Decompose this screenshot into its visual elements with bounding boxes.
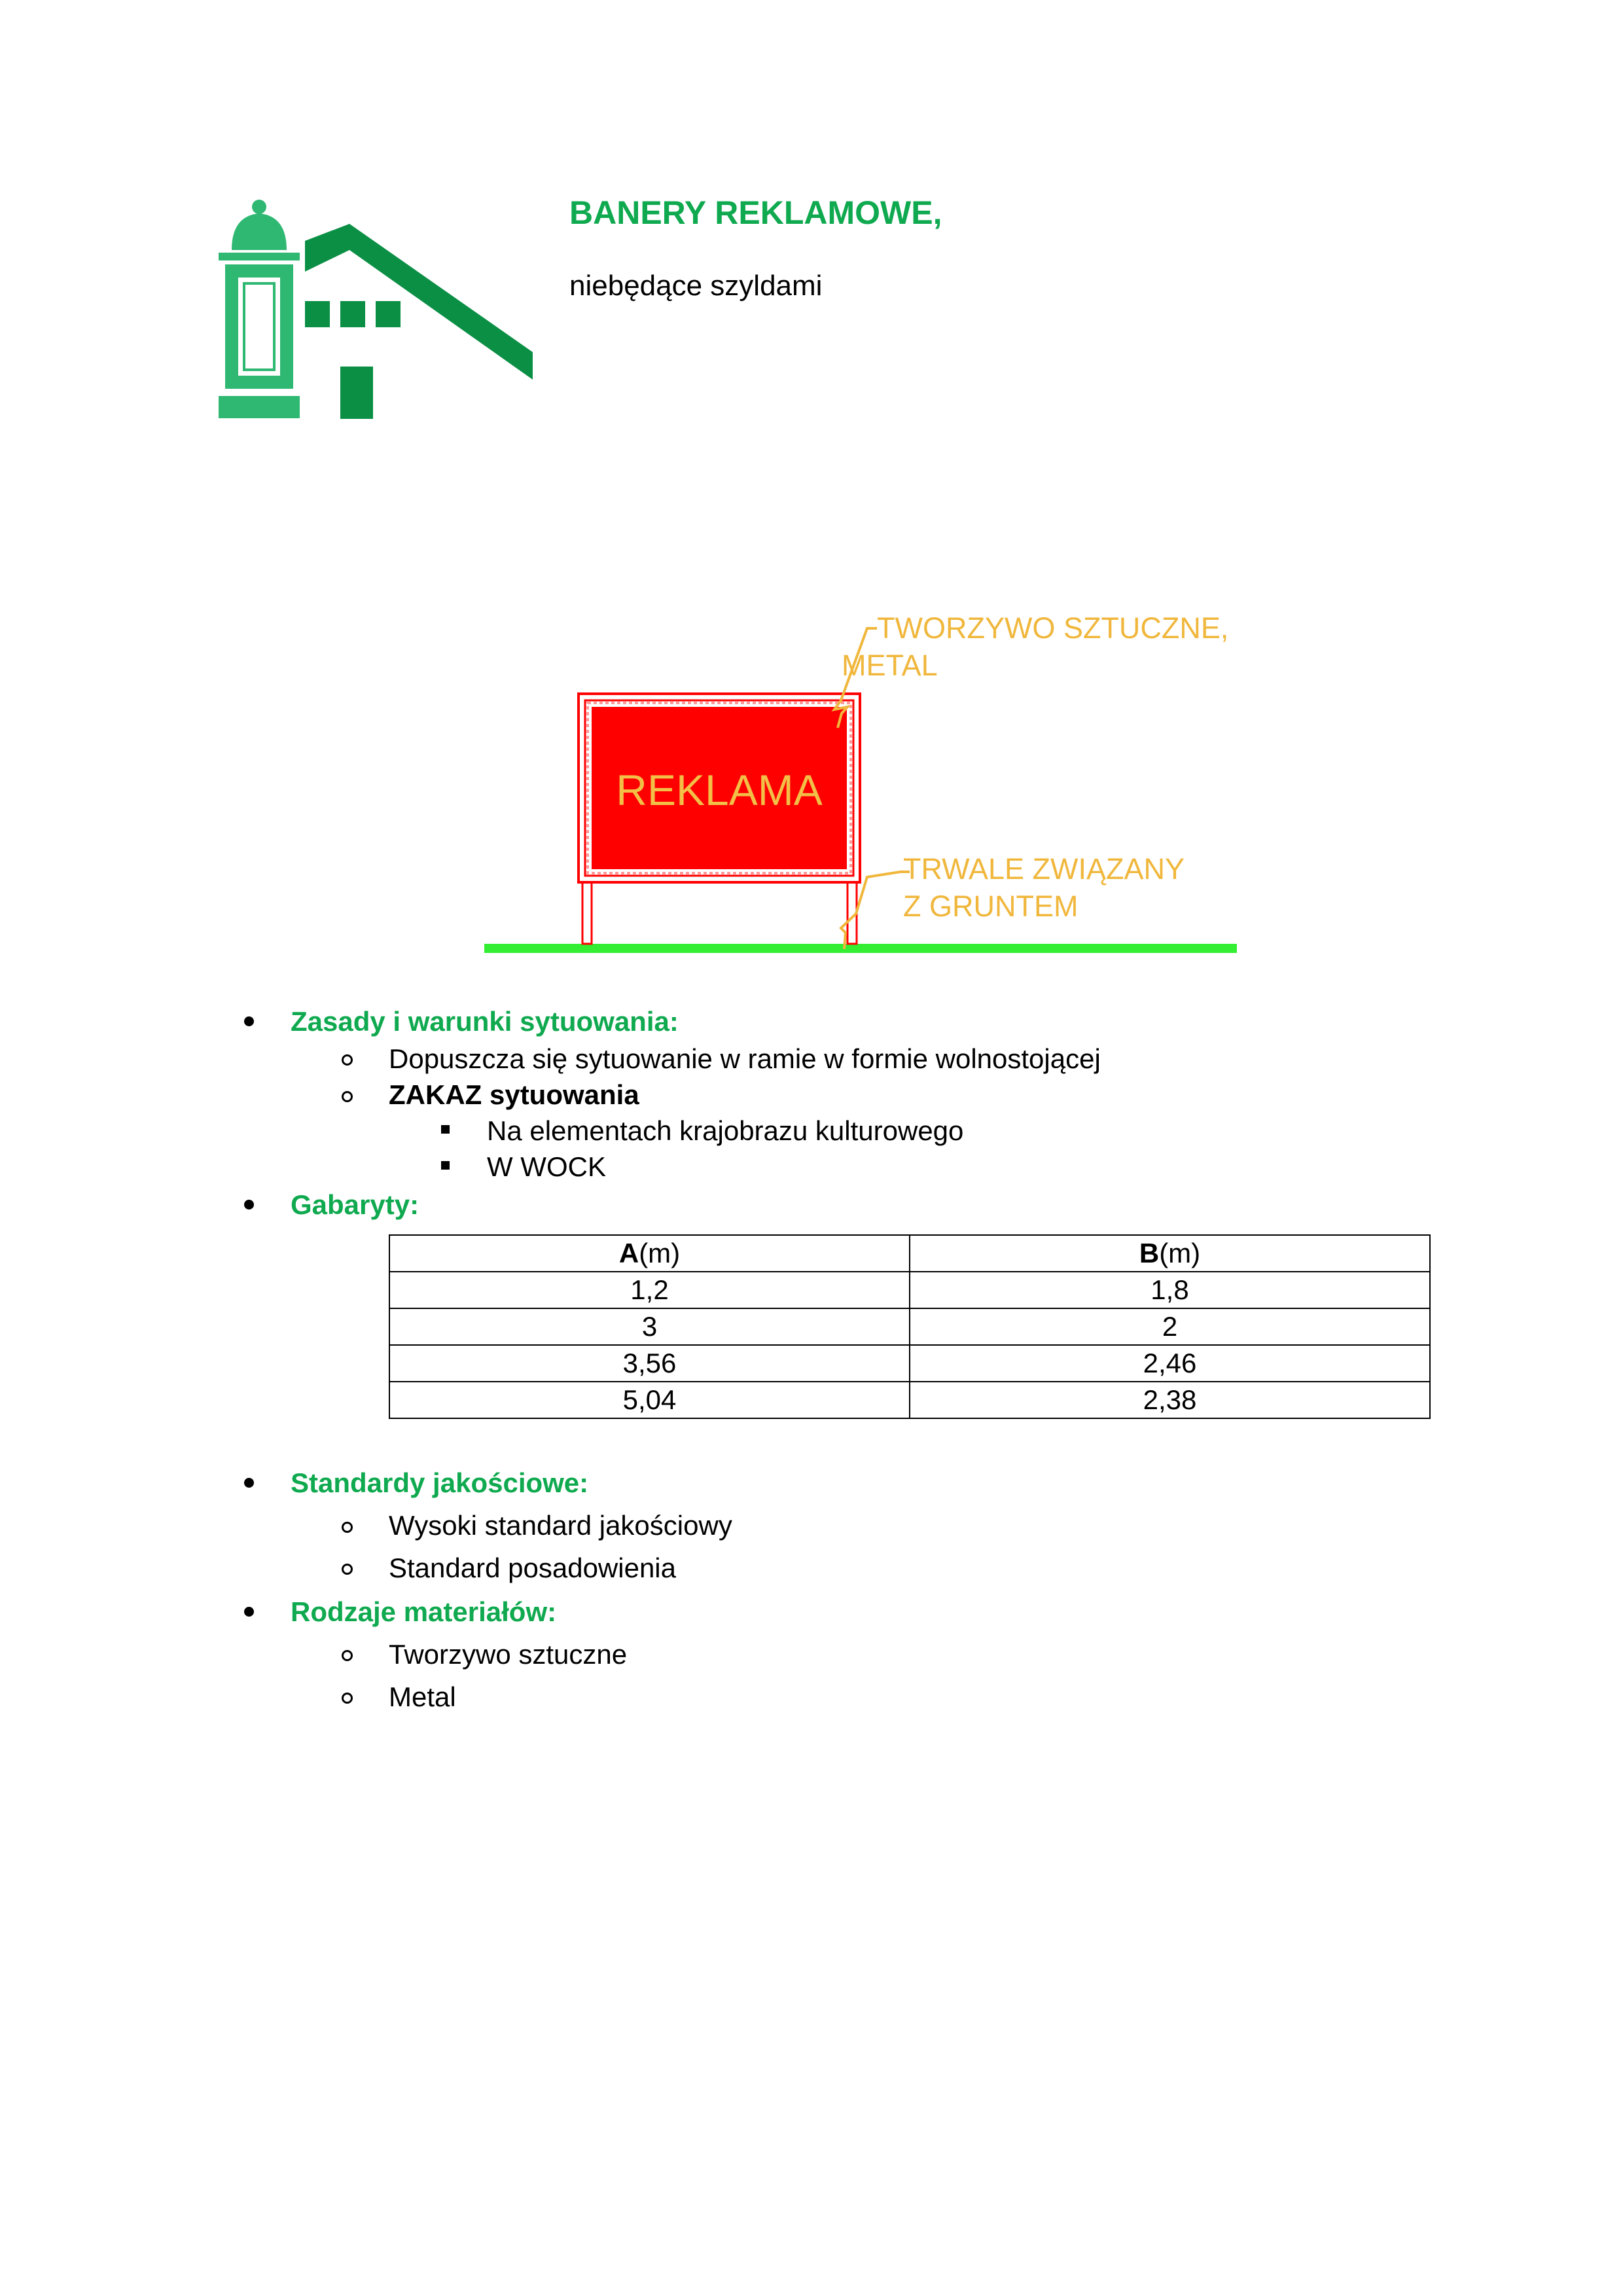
ground-label-line2: Z GRUNTEM <box>903 889 1079 923</box>
ground-label-line1: TRWALE ZWIĄZANY <box>903 852 1185 886</box>
section-heading-materialy: Rodzaje materiałów: <box>291 1596 557 1627</box>
bullet <box>244 1607 254 1617</box>
table-cell: 5,04 <box>389 1382 910 1418</box>
material-label-line1: TWORZYWO SZTUCZNE, <box>877 611 1229 645</box>
sub-bullet <box>342 1091 353 1102</box>
banner-sign-text: REKLAMA <box>616 766 823 814</box>
table-row <box>389 1308 1430 1345</box>
section-heading-standardy: Standardy jakościowe: <box>291 1467 589 1498</box>
sub-bullet <box>342 1522 353 1533</box>
page-title: BANERY REKLAMOWE, <box>569 194 942 231</box>
list-item: Metal <box>389 1681 456 1712</box>
square-bullet <box>441 1125 450 1134</box>
table-cell: 1,8 <box>910 1272 1430 1308</box>
sub-bullet <box>342 1564 353 1575</box>
table-cell: 3,56 <box>389 1345 910 1382</box>
section-heading-gabaryty: Gabaryty: <box>291 1189 419 1220</box>
material-label-line2: METAL <box>842 649 938 682</box>
list-item: Tworzywo sztuczne <box>389 1639 628 1670</box>
table-header-row <box>389 1235 1430 1272</box>
table-cell: 2,46 <box>910 1345 1430 1382</box>
table-row <box>389 1272 1430 1308</box>
page-subtitle: niebędące szyldami <box>569 270 823 302</box>
table-cell: 2,38 <box>910 1382 1430 1418</box>
sub-bullet <box>342 1693 353 1704</box>
list-item: Dopuszcza się sytuowanie w ramie w formie wolnostojącej <box>389 1043 1101 1074</box>
bullet <box>244 1016 254 1026</box>
list-item: ZAKAZ sytuowania <box>389 1079 639 1110</box>
sub-bullet <box>342 1650 353 1661</box>
logo <box>219 196 533 427</box>
list-item: Wysoki standard jakościowy <box>389 1510 732 1541</box>
table-row <box>389 1382 1430 1418</box>
bullet <box>244 1478 254 1488</box>
bullet <box>244 1200 254 1210</box>
sub-bullet <box>342 1054 353 1066</box>
left-leg <box>582 880 592 944</box>
column-header-b: B(m) <box>910 1235 1430 1272</box>
square-bullet <box>441 1161 450 1170</box>
table-cell: 2 <box>910 1308 1430 1345</box>
table-cell: 3 <box>389 1308 910 1345</box>
dimensions-table <box>389 1234 1431 1419</box>
ground-line <box>484 944 1237 953</box>
list-subitem: W WOCK <box>487 1151 606 1182</box>
banner-illustration <box>484 609 1257 962</box>
column-header-a: A(m) <box>389 1235 910 1272</box>
section-heading-zasady: Zasady i warunki sytuowania: <box>291 1006 679 1037</box>
table-cell: 1,2 <box>389 1272 910 1308</box>
table-row <box>389 1345 1430 1382</box>
list-item: Standard posadowienia <box>389 1552 676 1583</box>
list-subitem: Na elementach krajobrazu kulturowego <box>487 1115 964 1146</box>
